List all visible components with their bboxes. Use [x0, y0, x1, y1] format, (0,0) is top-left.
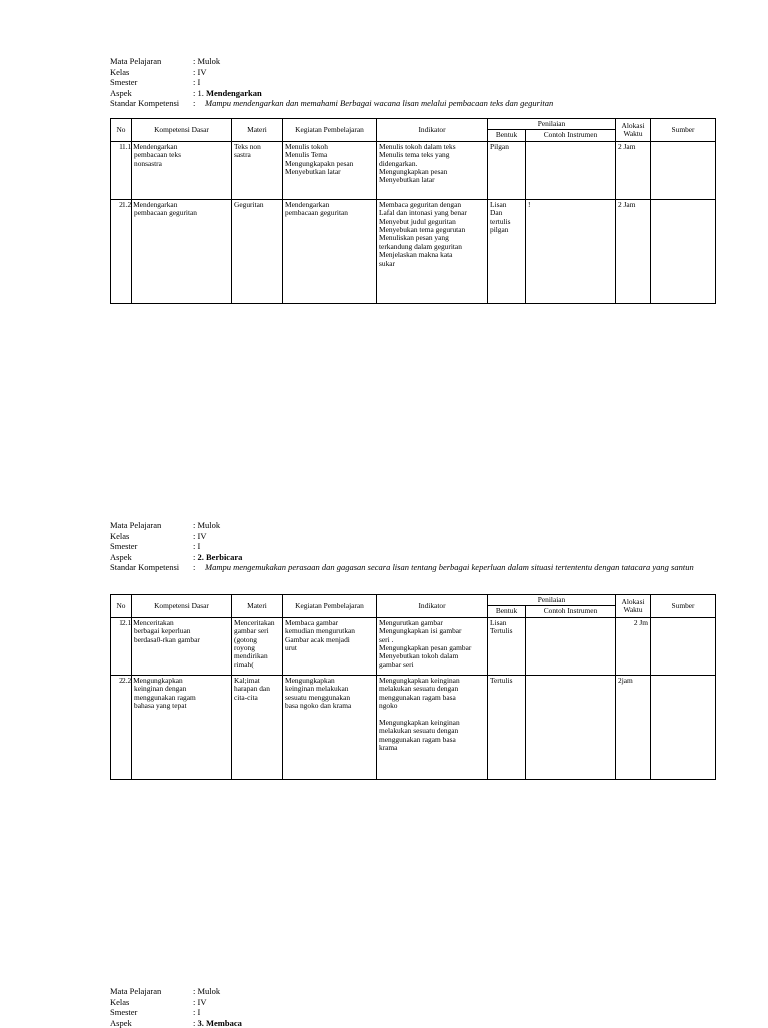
- mapel-label: Mata Pelajaran: [110, 520, 162, 530]
- cell-materi: Teks non sastra: [232, 141, 283, 199]
- aspek-row: [110, 552, 715, 563]
- cell-alokasi: 2 Jam: [616, 141, 651, 199]
- cell-bentuk: Tertulis: [488, 675, 526, 779]
- aspek-row: [110, 88, 715, 99]
- th-sumber: Sumber: [651, 119, 716, 142]
- th-materi: Materi: [232, 595, 283, 618]
- kelas-value: : IV: [193, 530, 207, 541]
- cell-indikator: Mengurutkan gambar Mengungkapkan isi gambar seri . Mengungkapkan pesan gambar Menyebutkan tokoh dalam gambar seri: [377, 617, 488, 675]
- aspek-prefix: :: [193, 1017, 196, 1028]
- cell-kegiatan: Mendengarkan pembacaan geguritan: [283, 199, 377, 303]
- kelas-row: [110, 997, 715, 1008]
- kelas-value: : IV: [193, 66, 207, 77]
- cell-kegiatan: Menulis tokoh Menulis Tema Mengungkapakn pesan Menyebutkan latar: [283, 141, 377, 199]
- mapel-row: [110, 986, 715, 997]
- cell-materi: Kal;imat harapan dan cita-cita: [232, 675, 283, 779]
- sk-colon: :: [193, 98, 196, 109]
- cell-kegiatan: Mengungkapkan keinginan melakukan sesuatu menggunakan basa ngoko dan krama: [283, 675, 377, 779]
- sk-label: Standar Kompetensi: [110, 562, 180, 573]
- mapel-row: [110, 56, 715, 67]
- cell-alokasi: 2jam: [616, 675, 651, 779]
- section-2-header: [110, 520, 715, 573]
- mapel-label: Mata Pelajaran: [110, 986, 162, 996]
- aspek-prefix: :: [193, 551, 196, 562]
- section-3-header: [110, 986, 715, 1028]
- aspek-prefix: : 1.: [193, 87, 204, 98]
- cell-no: 1: [111, 617, 132, 675]
- th-materi: Materi: [232, 119, 283, 142]
- semester-label: Smester: [110, 77, 138, 88]
- cell-bentuk: Pilgan: [488, 141, 526, 199]
- kelas-label: Kelas: [110, 66, 130, 77]
- cell-materi: Geguritan: [232, 199, 283, 303]
- aspek-value: 2. Berbicara: [197, 551, 243, 562]
- cell-indikator: Menulis tokoh dalam teks Menulis tema teks yang didengarkan. Mengungkapkan pesan Menyebutkan latar: [377, 141, 488, 199]
- cell-sumber: [651, 617, 716, 675]
- mapel-row: [110, 520, 715, 531]
- cell-kompetensi-dasar: 1.1 Mendengarkan pembacaan teks nonsastra: [132, 141, 232, 199]
- th-indikator: Indikator: [377, 119, 488, 142]
- th-alokasi: Alokasi Waktu: [616, 119, 651, 142]
- table-row: [111, 617, 716, 675]
- cell-no: 2: [111, 199, 132, 303]
- sk-row: [110, 562, 715, 573]
- th-kegiatan: Kegiatan Pembelajaran: [283, 595, 377, 618]
- cell-kompetensi-dasar: 1.2 Mendengarkan pembacaan geguritan: [132, 199, 232, 303]
- section-1-table: [110, 118, 716, 304]
- th-no: No: [111, 595, 132, 618]
- cell-indikator: Membaca geguritan dengan Lafal dan intonasi yang benar Menyebut judul geguritan Menyebukan tema gegurutan Menuliskan pesan yang terkandung dalam geguritan Menjelaskan makna kata sukar: [377, 199, 488, 303]
- section-2-table: [110, 594, 716, 780]
- cell-sumber: [651, 199, 716, 303]
- th-kegiatan: Kegiatan Pembelajaran: [283, 119, 377, 142]
- cell-kegiatan: Membaca gambar kemudian mengurutkan Gambar acak menjadi urut: [283, 617, 377, 675]
- th-bentuk: Bentuk: [488, 606, 526, 617]
- cell-indikator: Mengungkapkan keinginan melakukan sesuatu dengan menggunakan ragam basa ngoko Mengungkapkan keinginan melakukan sesuatu dengan menggunakan ragam basa krama: [377, 675, 488, 779]
- cell-sumber: [651, 141, 716, 199]
- table-row: [111, 141, 716, 199]
- cell-contoh: [526, 675, 616, 779]
- th-penilaian: Penilaian: [488, 119, 616, 130]
- semester-value: : I: [193, 77, 201, 88]
- cell-alokasi: 2 Jm: [616, 617, 651, 675]
- mapel-value: : Mulok: [193, 986, 221, 996]
- mapel-label: Mata Pelajaran: [110, 56, 162, 66]
- aspek-label: Aspek: [110, 551, 132, 562]
- aspek-value: Mendengarkan: [206, 87, 262, 98]
- cell-bentuk: Lisan Tertulis: [488, 617, 526, 675]
- sk-colon: :: [193, 562, 196, 573]
- th-contoh-instrumen: Contoh Instrumen: [526, 606, 616, 617]
- cell-alokasi: 2 Jam: [616, 199, 651, 303]
- th-alokasi: Alokasi Waktu: [616, 595, 651, 618]
- sk-text: Mampu mendengarkan dan memahami Berbagai wacana lisan melalui pembacaan teks dan geguritan: [205, 98, 554, 109]
- aspek-value-wrap: [193, 552, 715, 563]
- kelas-label: Kelas: [110, 996, 130, 1007]
- semester-row: [110, 1007, 715, 1018]
- kelas-row: [110, 531, 715, 542]
- cell-contoh: [526, 141, 616, 199]
- aspek-label: Aspek: [110, 87, 132, 98]
- semester-label: Smester: [110, 1007, 138, 1018]
- table-row: [111, 675, 716, 779]
- sk-label: Standar Kompetensi: [110, 98, 180, 109]
- aspek-row: [110, 1018, 715, 1028]
- sk-text: Mampu mengemukakan perasaan dan gagasan secara lisan tentang berbagai keperluan dalam situasi tertententu dengan tatacara yang santun: [205, 562, 694, 573]
- th-kompetensi-dasar: Kompetensi Dasar: [132, 595, 232, 618]
- th-kompetensi-dasar: Kompetensi Dasar: [132, 119, 232, 142]
- cell-sumber: [651, 675, 716, 779]
- th-sumber: Sumber: [651, 595, 716, 618]
- sk-row: [110, 98, 715, 109]
- cell-materi: Menceritakan gambar seri (gotong royong mendirikan rimah(: [232, 617, 283, 675]
- cell-kompetensi-dasar: 2.1 Menceritakan berbagai keperluan berdasa0-rkan gambar: [132, 617, 232, 675]
- table-row: [111, 199, 716, 303]
- section-1-header: [110, 56, 715, 109]
- cell-contoh: [526, 617, 616, 675]
- th-no: No: [111, 119, 132, 142]
- semester-value: : I: [193, 541, 201, 552]
- aspek-value-wrap: [193, 1018, 715, 1028]
- kelas-label: Kelas: [110, 530, 130, 541]
- mapel-value: : Mulok: [193, 520, 221, 530]
- cell-no: 1: [111, 141, 132, 199]
- semester-value: : I: [193, 1007, 201, 1018]
- cell-contoh: !: [526, 199, 616, 303]
- semester-row: [110, 77, 715, 88]
- aspek-value: 3. Membaca: [197, 1017, 242, 1028]
- th-penilaian: Penilaian: [488, 595, 616, 606]
- mapel-value: : Mulok: [193, 56, 221, 66]
- aspek-value-wrap: [193, 88, 715, 99]
- kelas-row: [110, 67, 715, 78]
- th-contoh-instrumen: Contoh Instrumen: [526, 130, 616, 141]
- cell-bentuk: Lisan Dan tertulis pilgan: [488, 199, 526, 303]
- th-indikator: Indikator: [377, 595, 488, 618]
- cell-kompetensi-dasar: 2.2 Mengungkapkan keinginan dengan menggunakan ragam bahasa yang tepat: [132, 675, 232, 779]
- kelas-value: : IV: [193, 996, 207, 1007]
- semester-label: Smester: [110, 541, 138, 552]
- th-bentuk: Bentuk: [488, 130, 526, 141]
- aspek-label: Aspek: [110, 1017, 132, 1028]
- semester-row: [110, 541, 715, 552]
- cell-no: 2: [111, 675, 132, 779]
